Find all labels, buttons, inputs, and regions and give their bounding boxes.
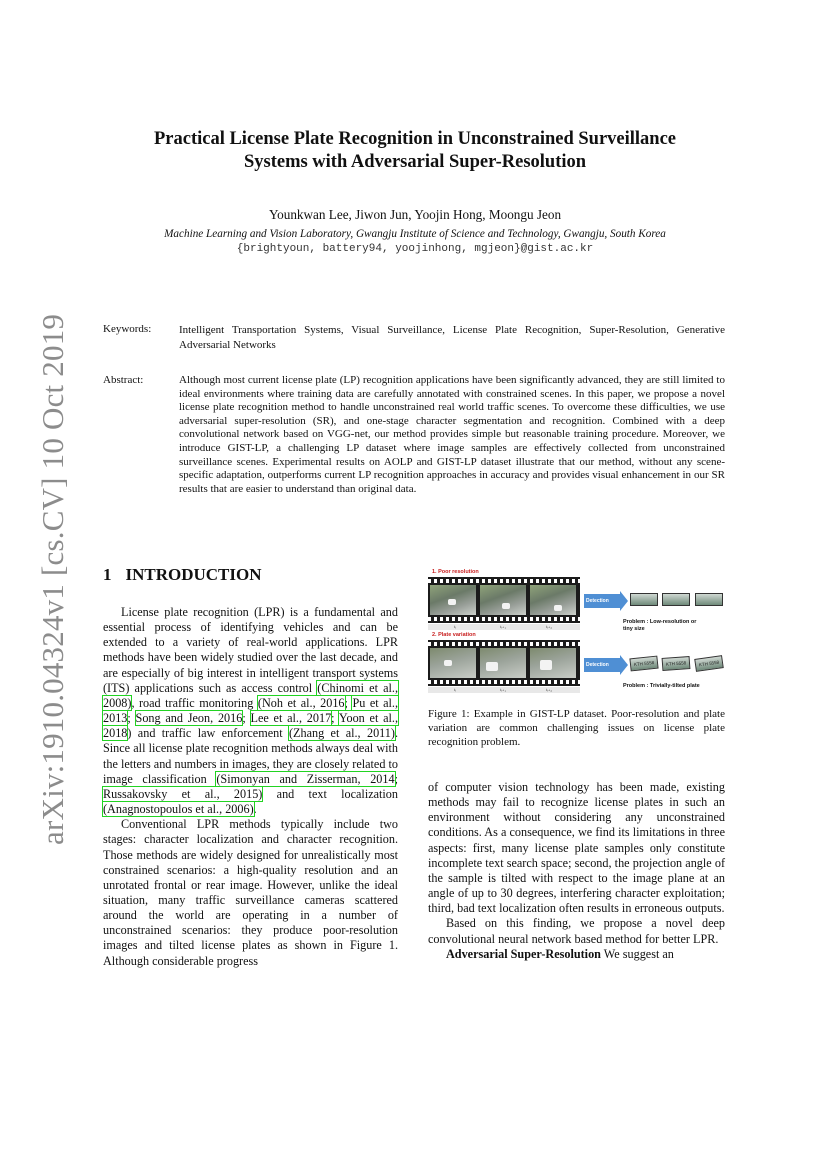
license-plate-crop [630, 593, 658, 606]
license-plate-crop: KTH 5558 [694, 655, 724, 672]
video-frame [530, 648, 576, 678]
abstract-text: Although most current license plate (LP) recognition applications have been significantly advanced, they are still limited to ideal environments where training data are carefully annotated with constrained scenes. In this paper, we propose a novel license plate recognition method to handle unconstrained real world traffic scenes. To overcome these difficulties, we use adversarial super-resolution (SR), and one-stage character segmentation and recognition. Combined with a deep convolutional network based on VGG-net, our method provides simple but reasonable training procedure. Moreover, we introduce GIST-LP, a challenging LP dataset where image samples are effectively collected from unconstrained surveillance scenes. Experimental results on AOLP and GIST-LP dataset illustrate that our method, without any scene-specific adaptation, outperforms current LP recognition approaches in accuracy and provides visual enhancement in our SR results that are easier to understand than original data. [179, 374, 725, 495]
video-frame [430, 585, 476, 615]
citation-link[interactable]: (Zhang et al., 2011) [288, 726, 395, 741]
citation-link[interactable]: (Chinomi et al., 2008) [103, 680, 398, 710]
authors: Younkwan Lee, Jiwon Jun, Yoojin Hong, Moongu Jeon [268, 207, 562, 222]
run-in-heading: Adversarial Super-Resolution [446, 946, 601, 961]
affiliation: Machine Learning and Vision Laboratory, Gwangju Institute of Science and Technology, Gwangju, South Korea [164, 228, 666, 240]
citation-link[interactable]: Pu et al., 2013 [103, 695, 399, 726]
citation-link[interactable]: (Simonyan and Zisserman, 2014 [216, 771, 395, 786]
video-frame [530, 585, 576, 615]
citation-link[interactable]: (Noh et al., 2016 [257, 695, 345, 710]
citation-link[interactable]: Yoon et al., 2018 [103, 711, 399, 741]
detection-arrow: Detection [584, 594, 620, 608]
citation-link[interactable]: Russakovsky et al., 2015) [103, 786, 263, 801]
figure-1: 1. Poor resolution tᵢ tᵢ₊₁ tᵢ₊₂ Detection Problem : Low-resolution or tiny size 2. Plate variation tᵢ tᵢ₊₁ tᵢ₊₂ Detection KTH 5558 KTH 5558 KTH 5558 Problem : Trivially-tilted plate [428, 566, 726, 696]
section-number: 1 [103, 565, 112, 584]
abstract-label: Abstract: [103, 374, 144, 386]
keywords-label: Keywords: [103, 323, 152, 335]
film-strip-bottom [428, 640, 580, 686]
detection-arrow: Detection [584, 658, 620, 672]
citation-link[interactable]: (Anagnostopoulos et al., 2006) [103, 802, 254, 817]
license-plate-crop [662, 593, 690, 606]
emails: {brightyoun, battery94, yoojinhong, mgjeon}@gist.ac.kr [236, 243, 594, 255]
intro-paragraph-2: Conventional LPR methods typically include two stages: character localization and character recognition. Those methods are widely designed for unrealistically most constrained scenarios: a high-quality resolution and an unrotated frontal or rear image. However, unlike the ideal situation, many traffic surveillance cameras scattered around the world are operating in a number of unconstrained scenarios: they produce poor-resolution images and tilted license plates as shown in Figure 1. Although considerable progress [103, 817, 398, 968]
citation-link[interactable]: Lee et al., 2017 [250, 711, 332, 726]
title-line-1: Practical License Plate Recognition in Unconstrained Surveillance [153, 129, 677, 149]
title-line-2: Systems with Adversarial Super-Resolution [243, 152, 587, 172]
citation-link[interactable]: Song and Jeon, 2016 [135, 711, 243, 726]
paper-title [95, 128, 735, 174]
section-heading [103, 565, 262, 585]
intro-paragraph-1: License plate recognition (LPR) is a fundamental and essential process of identifying vehicles and can be extended to a variety of real-world applications. LPR methods have been widely studied over the last decade, and are especially of big interest in intelligent transport systems (ITS) applications such as access control (Chinomi et al., 2008), road traffic monitoring (Noh et al., 2016; Pu et al., 2013; Song and Jeon, 2016; Lee et al., 2017; Yoon et al., 2018) and traffic law enforcement (Zhang et al., 2011). Since all license plate recognition methods always deal with the letters and numbers in images, they are closely related to image classification (Simonyan and Zisserman, 2014; Russakovsky et al., 2015) and text localization (Anagnostopoulos et al., 2006). [103, 605, 399, 817]
license-plate-crop: KTH 5558 [629, 656, 658, 672]
problem-label-2: Problem : Trivially-tilted plate [623, 683, 700, 689]
section-title: INTRODUCTION [125, 565, 262, 584]
intro-paragraph-4: Based on this finding, we propose a novel deep convolutional neural network based method for better LPR. [428, 916, 725, 946]
right-column [428, 780, 725, 962]
video-frame [430, 648, 476, 678]
intro-paragraph-5: Adversarial Super-Resolution We suggest an [446, 946, 674, 961]
figure-1-caption: Figure 1: Example in GIST-LP dataset. Poor-resolution and plate variation are common challenging issues on license plate recognition problem. [428, 708, 725, 749]
left-column [103, 605, 398, 969]
keywords-text: Intelligent Transportation Systems, Visual Surveillance, License Plate Recognition, Super-Resolution, Generative Adversarial Networks [179, 324, 725, 351]
intro-paragraph-3: of computer vision technology has been made, existing methods may fail to recognize license plates in such an environment without considering any unconstrained conditions. As a consequence, we find its limitations in three aspects: first, many license plate samples only constitute incomplete text search space; second, the projection angle of the sample is tilted with respect to the image plane at an angle of up to 30 degrees, interfering character exploitation; third, bad text localization often results in erroneous outputs. [428, 780, 725, 916]
arxiv-side-stamp: arXiv:1910.04324v1 [cs.CV] 10 Oct 2019 [35, 313, 70, 845]
problem-label-1: Problem : Low-resolution or tiny size [623, 619, 697, 632]
license-plate-crop [695, 593, 723, 606]
license-plate-crop: KTH 5558 [662, 656, 691, 671]
film-strip-top [428, 577, 580, 623]
video-frame [480, 585, 526, 615]
video-frame [480, 648, 526, 678]
figure-label-poor-resolution: 1. Poor resolution [432, 569, 479, 575]
figure-label-plate-variation: 2. Plate variation [432, 632, 476, 638]
